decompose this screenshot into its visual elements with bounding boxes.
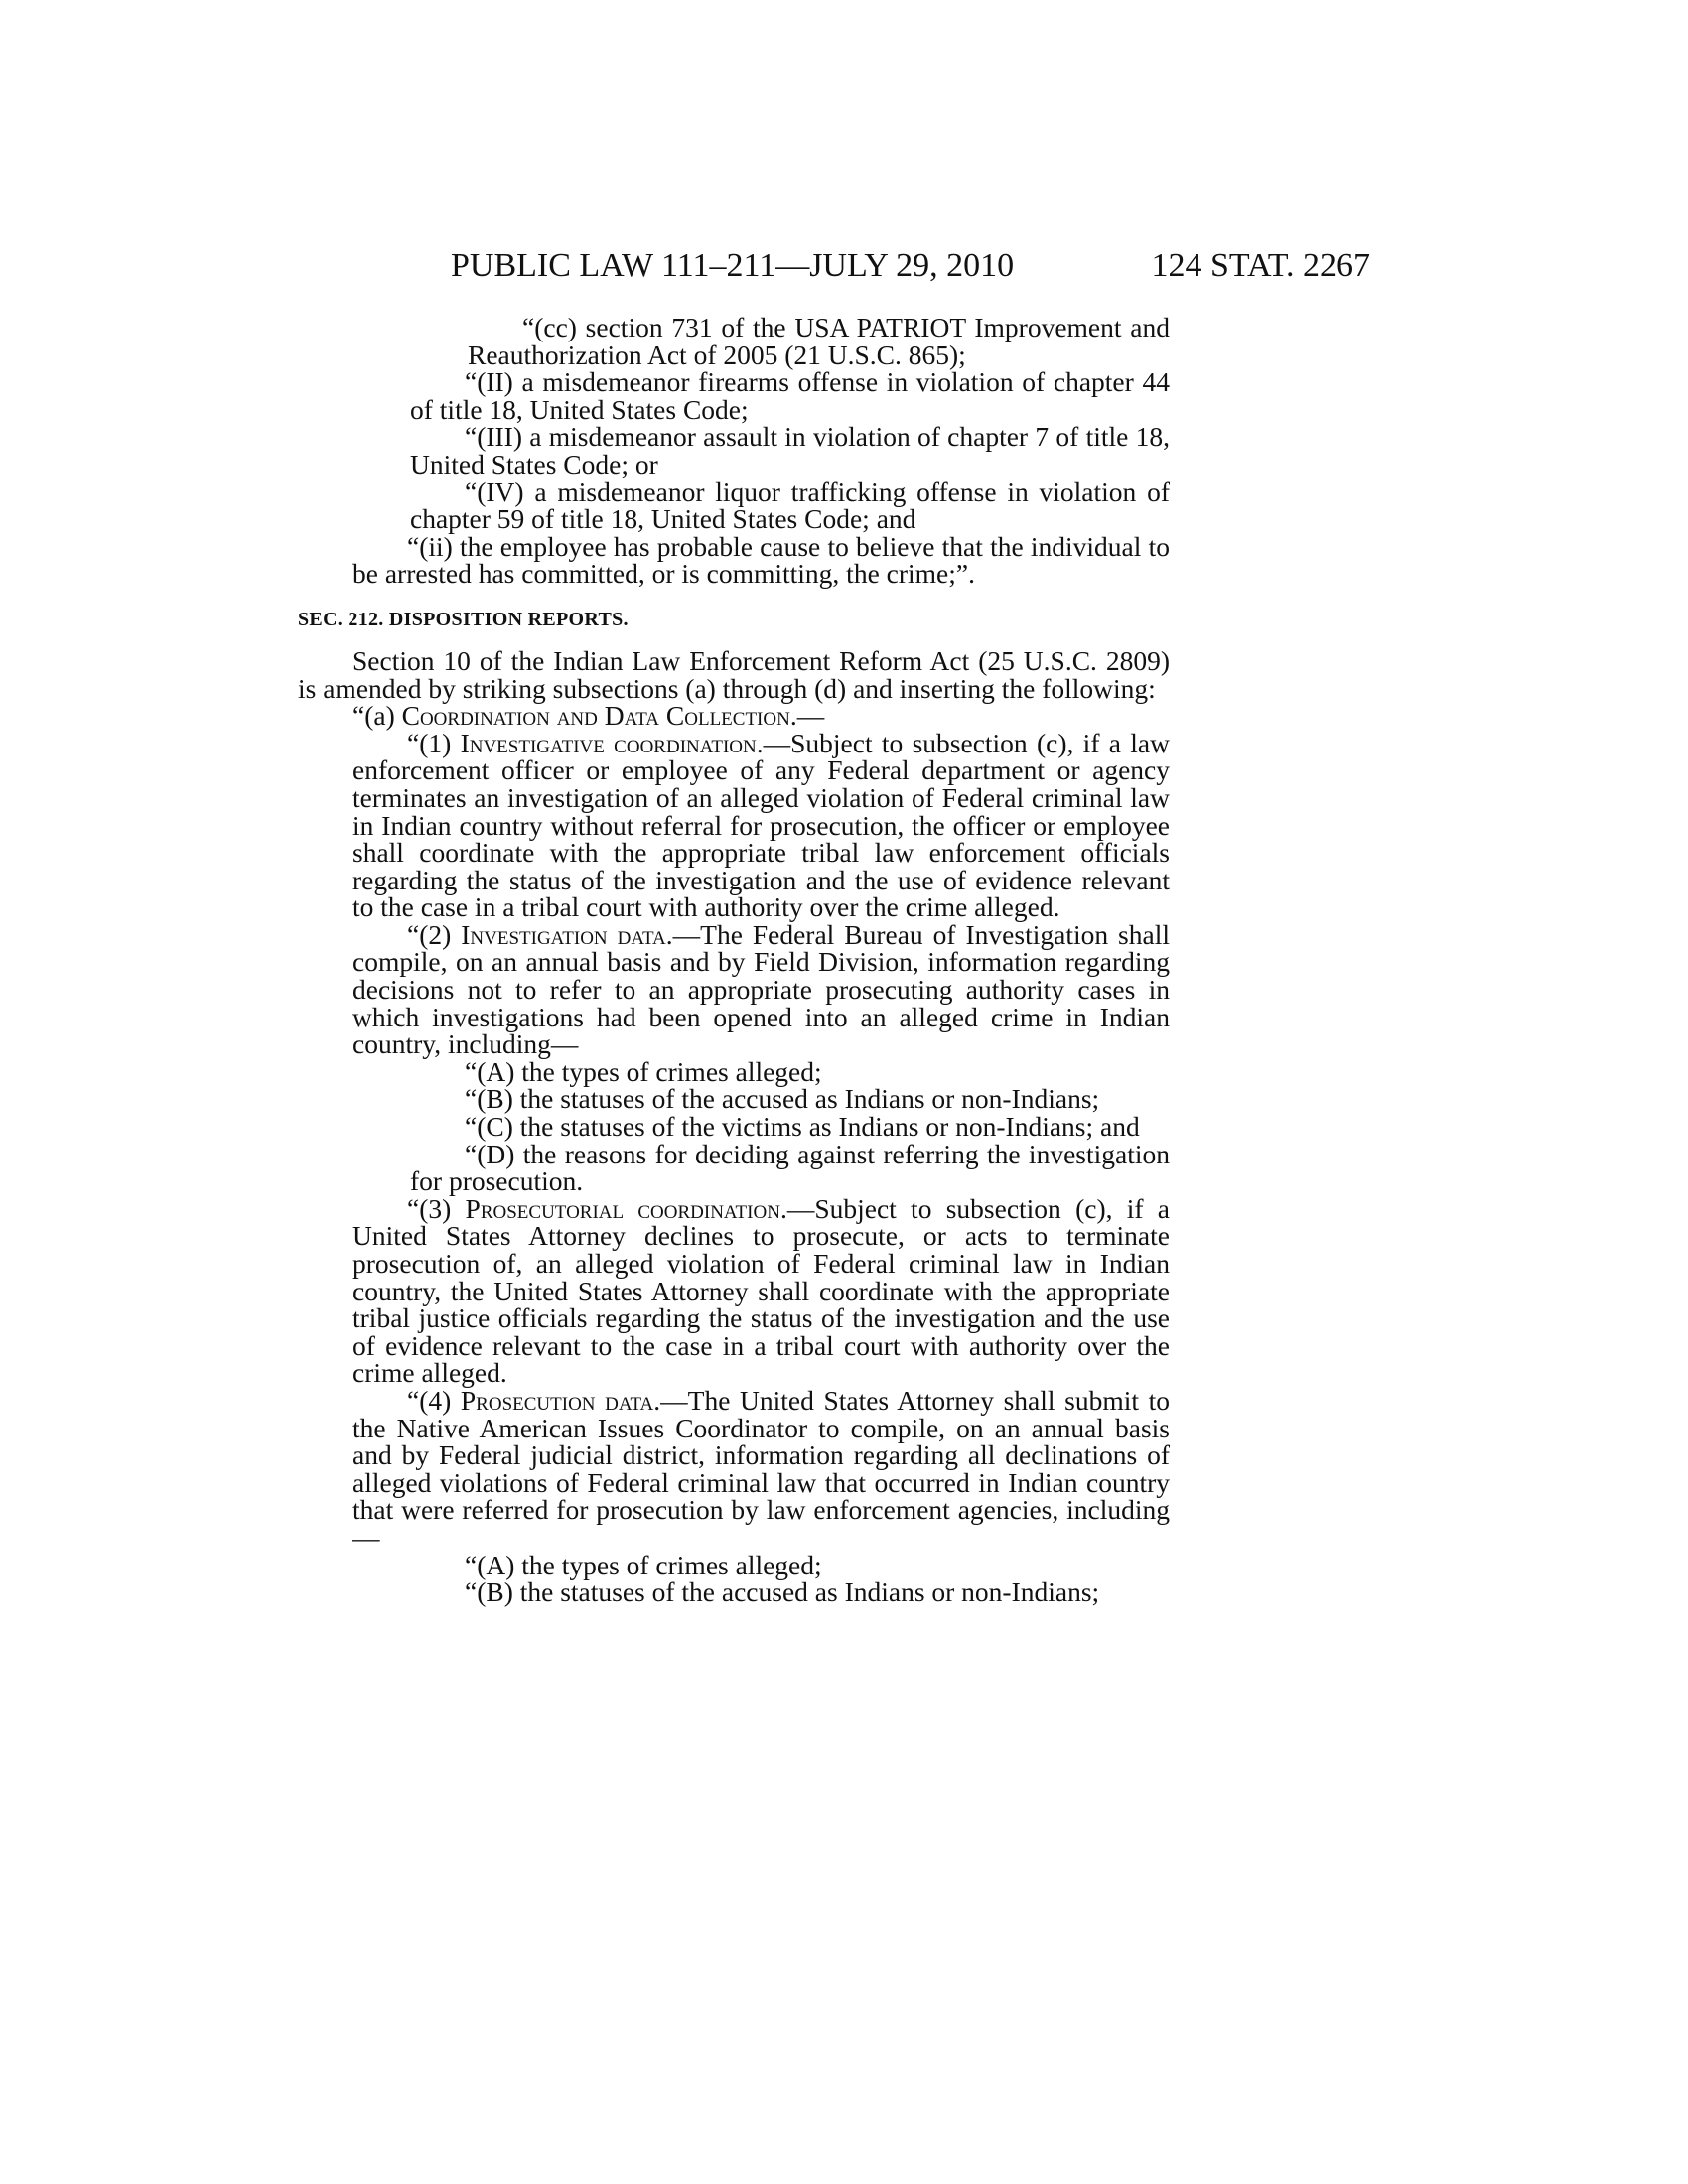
paragraph-4-item-A-text: “(A) the types of crimes alleged; <box>465 1549 822 1580</box>
paragraph-2-item-B <box>410 1085 1170 1113</box>
subclause-II-text: “(II) a misdemeanor firearms offense in violation of chapter 44 of title 18, United States Code; <box>410 366 1170 425</box>
paragraph-2 <box>352 918 1170 1060</box>
subclause-III <box>410 423 1170 478</box>
subsection-a-heading <box>298 702 1170 730</box>
paragraph-2-item-A-text: “(A) the types of crimes alleged; <box>465 1055 822 1087</box>
subclause-III-text: “(III) a misdemeanor assault in violation of chapter 7 of title 18, United States Code; or <box>410 421 1170 479</box>
paragraph-2-item-D <box>410 1138 1170 1197</box>
paragraph-3-heading: Prosecutorial coordination <box>465 1192 780 1224</box>
paragraph-1-text: .—Subject to subsection (c), if a law enforcement officer or employee of any Federal department or agency terminates an investigation of an alleged violation of Federal criminal law in Indian country without referral for prosecution, the officer or employee shall coordinate with the appropriate tribal law enforcement officials regarding the status of the investigation and the use of evidence relevant to the case in a tribal court with authority over the crime alleged. <box>352 727 1170 923</box>
subsection-a-title: Coordination and Data Collection. <box>401 700 797 732</box>
paragraph-3-text: .—Subject to subsection (c), if a United States Attorney declines to prosecute, or acts to terminate prosecution of, an alleged violation of Federal criminal law in Indian country, the United States Attorney shall coordinate with the appropriate tribal justice officials regarding the status of the investigation and the use of evidence relevant to the case in a tribal court with authority over the crime alleged. <box>352 1192 1171 1389</box>
paragraph-4-heading: Prosecution data <box>460 1384 654 1416</box>
subclause-IV-text: “(IV) a misdemeanor liquor trafficking offense in violation of chapter 59 of title 18, United States Code; and <box>410 476 1170 535</box>
subclause-II <box>410 368 1170 423</box>
paragraph-4 <box>352 1384 1170 1553</box>
paragraph-2-item-D-text: “(D) the reasons for deciding against referring the investigation for prosecution. <box>410 1138 1170 1197</box>
section-intro <box>298 644 1170 704</box>
clause-ii-text: “(ii) the employee has probable cause to believe that the individual to be arrested has committed, or is committing, the crime;”. <box>352 530 1170 590</box>
paragraph-2-text: .—The Federal Bureau of Investigation shall compile, on an annual basis and by Field Division, information regarding decisions not to refer to an appropriate prosecuting authority cases in which investigations had been opened into an alleged crime in Indian country, including— <box>352 918 1170 1060</box>
running-header-title: PUBLIC LAW 111–211—JULY 29, 2010 <box>451 247 1015 284</box>
clause-ii <box>352 530 1170 590</box>
paragraph-4-item-A <box>410 1549 1170 1580</box>
paragraph-2-heading: Investigation data <box>461 918 666 950</box>
subsection-a-dash: — <box>796 700 825 732</box>
paragraph-4-item-B-text: “(B) the statuses of the accused as Indians or non-Indians; <box>465 1576 1100 1608</box>
main-text-column <box>298 312 1171 1608</box>
paragraph-2-item-C <box>410 1113 1170 1141</box>
paragraph-1 <box>352 727 1170 923</box>
paragraph-2-item-A <box>410 1055 1170 1087</box>
clause-cc <box>468 314 1170 368</box>
section-heading: SEC. 212. DISPOSITION REPORTS. <box>298 608 629 630</box>
page-stat-number: 124 STAT. 2267 <box>1151 247 1370 284</box>
paragraph-3 <box>352 1192 1171 1389</box>
paragraph-4-text: .—The United States Attorney shall submit to the Native American Issues Coordinator to compile, on an annual basis and by Federal judicial district, information regarding all declinations of alleged violations of Federal criminal law that occurred in Indian country that were referred for prosecution by law enforcement agencies, including— <box>352 1384 1170 1553</box>
paragraph-4-prefix: “(4) <box>407 1384 461 1416</box>
paragraph-2-item-C-text: “(C) the statuses of the victims as Indians or non-Indians; and <box>465 1111 1140 1143</box>
paragraph-3-prefix: “(3) <box>407 1192 466 1224</box>
paragraph-4-item-B <box>410 1578 1170 1606</box>
paragraph-1-prefix: “(1) <box>407 727 461 758</box>
paragraph-1-heading: Investigative coordination <box>460 727 757 758</box>
section-intro-text: Section 10 of the Indian Law Enforcement Reform Act (25 U.S.C. 2809) is amended by striking subsections (a) through (d) and inserting the following: <box>298 644 1170 704</box>
subsection-a-prefix: “(a) <box>352 700 402 732</box>
paragraph-2-prefix: “(2) <box>407 918 462 950</box>
clause-cc-text: “(cc) section 731 of the USA PATRIOT Improvement and Reauthorization Act of 2005 (21 U.S.C. 865); <box>468 312 1170 370</box>
paragraph-2-item-B-text: “(B) the statuses of the accused as Indians or non-Indians; <box>465 1083 1100 1115</box>
subclause-IV <box>410 478 1170 533</box>
